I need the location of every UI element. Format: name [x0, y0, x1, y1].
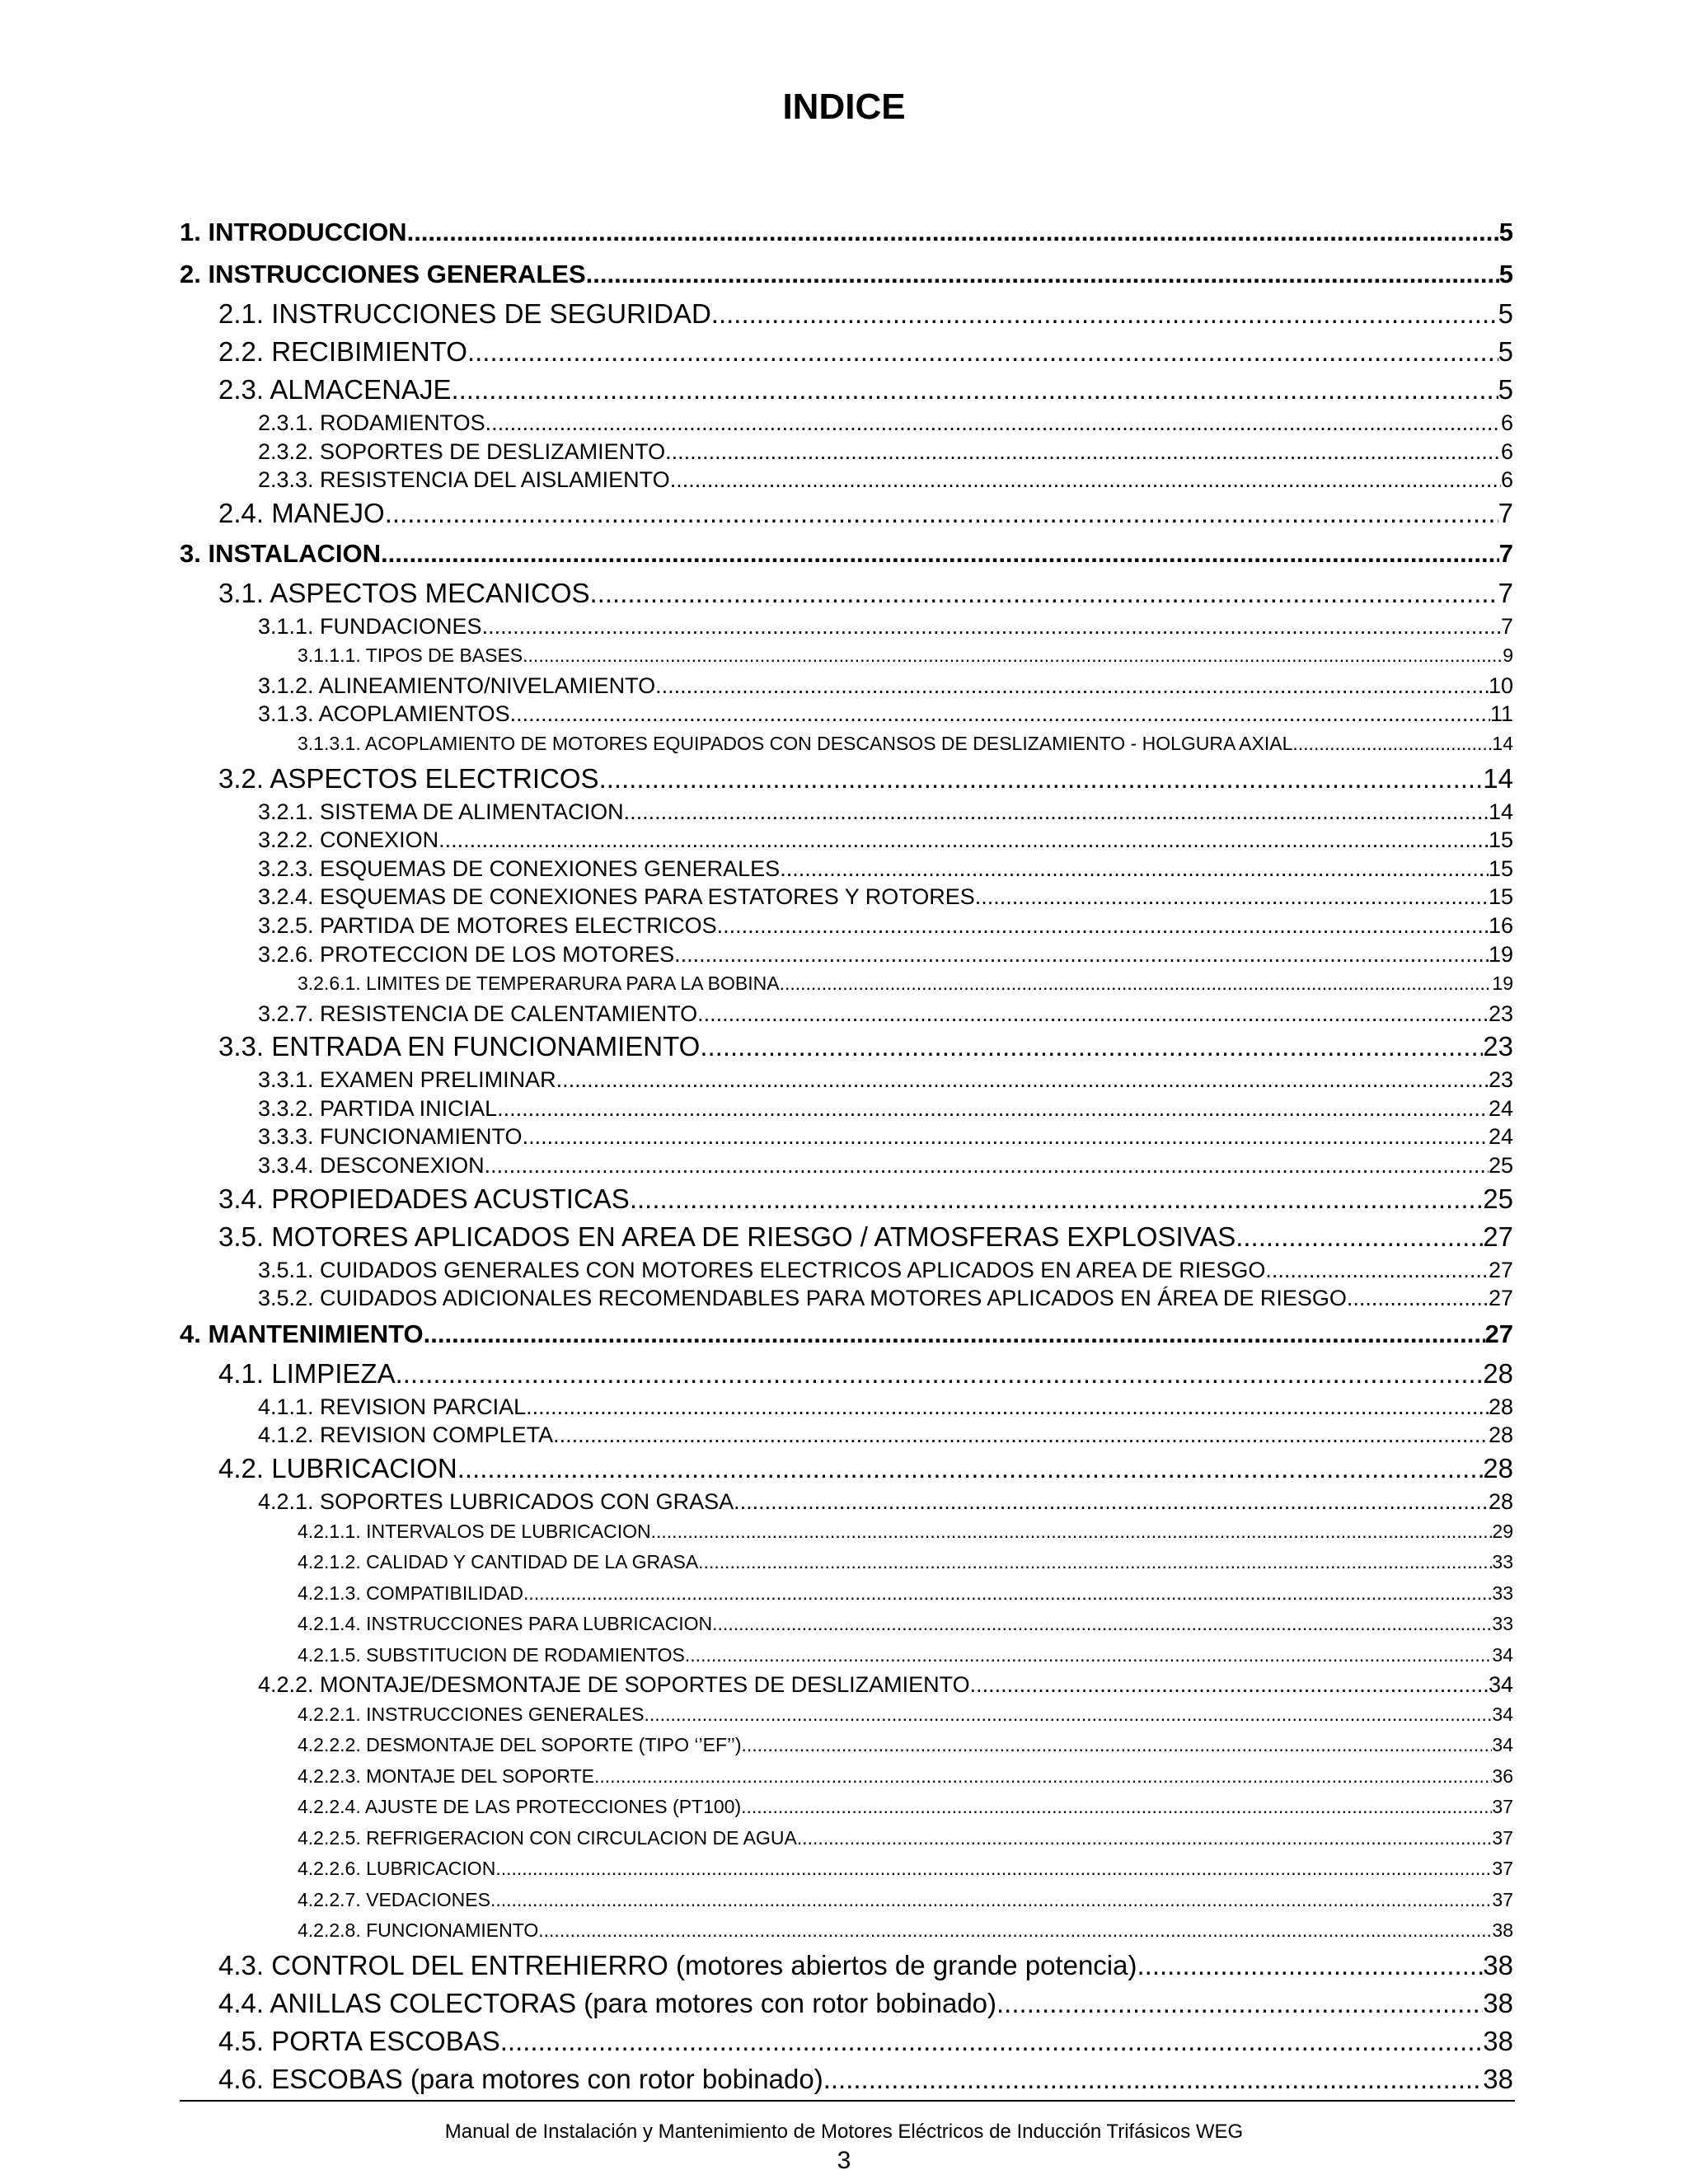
toc-entry[interactable] [180, 1094, 1513, 1123]
toc-entry-label: 3.2.2. CONEXION [258, 827, 439, 853]
toc-entry-page: 19 [1488, 941, 1513, 967]
toc-entry[interactable] [180, 466, 1513, 494]
toc-dot-leader [697, 1000, 1489, 1029]
toc-entry-page: 38 [1483, 1987, 1513, 2018]
toc-dot-leader [407, 211, 1499, 253]
toc-entry[interactable] [180, 826, 1513, 855]
toc-dot-leader [467, 333, 1498, 371]
toc-entry-page: 15 [1488, 827, 1513, 853]
toc-entry-label: 4.2.2.5. REFRIGERACION CON CIRCULACION DE AGUA [298, 1826, 797, 1849]
toc-entry-page: 5 [1498, 374, 1513, 405]
toc-entry-page: 23 [1488, 1067, 1513, 1093]
toc-entry-page: 33 [1492, 1551, 1513, 1573]
toc-entry-page: 14 [1483, 762, 1513, 794]
toc-entry-page: 34 [1488, 1672, 1513, 1698]
toc-dot-leader [700, 1028, 1483, 1066]
toc-entry[interactable] [180, 1885, 1513, 1916]
toc-dot-leader [424, 1313, 1485, 1355]
toc-entry-page: 5 [1498, 218, 1513, 246]
toc-dot-leader [490, 1885, 1492, 1916]
toc-dot-leader [495, 1854, 1492, 1885]
toc-entry[interactable] [180, 253, 1513, 295]
toc-dot-leader [797, 1823, 1493, 1854]
toc-entry-label: 2.1. INSTRUCCIONES DE SEGURIDAD [218, 298, 711, 329]
toc-dot-leader [665, 438, 1501, 466]
toc-entry-label: 3.2.6.1. LIMITES DE TEMPERARURA PARA LA BOBINA [298, 972, 780, 995]
toc-entry-page: 6 [1500, 467, 1513, 493]
toc-dot-leader [698, 1547, 1492, 1578]
toc-entry-page: 28 [1488, 1394, 1513, 1419]
toc-entry[interactable] [180, 1421, 1513, 1450]
toc-dot-leader [396, 1355, 1484, 1393]
toc-dot-leader [485, 409, 1501, 438]
toc-entry-label: 2.4. MANEJO [218, 497, 385, 528]
toc-dot-leader [1292, 729, 1492, 760]
toc-entry-label: 4.2.2.3. MONTAJE DEL SOPORTE [298, 1765, 595, 1787]
toc-entry-page: 24 [1488, 1124, 1513, 1150]
toc-dot-leader [500, 2022, 1484, 2060]
toc-entry[interactable] [180, 333, 1513, 371]
toc-entry-label: 4.2.1.2. CALIDAD Y CANTIDAD DE LA GRASA [298, 1551, 699, 1573]
toc-entry-page: 14 [1488, 799, 1513, 824]
toc-entry-label: 3.1.3.1. ACOPLAMIENTO DE MOTORES EQUIPADOS CON DESCANSOS DE DESLIZAMIENTO - HOLGURA AXIAL [298, 733, 1293, 755]
toc-entry[interactable] [180, 1699, 1513, 1731]
toc-dot-leader [970, 1671, 1489, 1699]
toc-entry[interactable] [180, 1792, 1513, 1823]
toc-entry[interactable] [180, 1028, 1513, 1066]
toc-entry-label: 4.2.2. MONTAJE/DESMONTAJE DE SOPORTES DE DESLIZAMIENTO [258, 1672, 970, 1698]
toc-dot-leader [780, 968, 1493, 1000]
toc-entry-page: 38 [1483, 2025, 1513, 2056]
toc-entry[interactable] [180, 1218, 1513, 1256]
toc-entry[interactable] [180, 438, 1513, 466]
toc-entry-page: 6 [1500, 438, 1513, 464]
toc-entry[interactable] [180, 1671, 1513, 1699]
toc-entry-label: 4.2.2.6. LUBRICACION [298, 1858, 496, 1880]
toc-entry-label: 4.2.2.7. VEDACIONES [298, 1888, 490, 1910]
toc-dot-leader [651, 1516, 1493, 1548]
toc-dot-leader [975, 883, 1489, 912]
toc-entry-page: 27 [1483, 1221, 1513, 1252]
toc-entry-label: 4.1.2. REVISION COMPLETA [258, 1422, 554, 1448]
toc-entry-page: 36 [1492, 1765, 1513, 1787]
toc-entry-label: 4.1. LIMPIEZA [218, 1357, 396, 1389]
toc-dot-leader [556, 1066, 1489, 1094]
toc-entry-label: 4.4. ANILLAS COLECTORAS (para motores con rotor bobinado) [218, 1987, 997, 2018]
toc-entry-label: 4.2.1.4. INSTRUCCIONES PARA LUBRICACION [298, 1613, 713, 1635]
toc-entry-page: 11 [1489, 701, 1513, 727]
toc-entry-label: 4.2.2.2. DESMONTAJE DEL SOPORTE (TIPO ‘’EF’’) [298, 1734, 742, 1756]
toc-entry[interactable] [180, 2022, 1513, 2060]
toc-entry-label: 4.1.1. REVISION PARCIAL [258, 1394, 527, 1419]
toc-entry[interactable] [180, 1313, 1513, 1355]
toc-entry-label: 4.3. CONTROL DEL ENTREHIERRO (motores abiertos de grande potencia) [218, 1949, 1137, 1980]
toc-dot-leader [996, 1985, 1483, 2022]
toc-entry-label: 4.5. PORTA ESCOBAS [218, 2025, 500, 2056]
toc-entry[interactable] [180, 883, 1513, 912]
toc-entry-page: 23 [1483, 1031, 1513, 1062]
page-title: INDICE [782, 87, 906, 127]
toc-entry-label: 4.6. ESCOBAS (para motores con rotor bobinado) [218, 2063, 823, 2094]
toc-entry[interactable] [180, 1823, 1513, 1854]
toc-dot-leader [510, 700, 1490, 729]
toc-entry[interactable] [180, 1393, 1513, 1422]
toc-entry[interactable] [180, 371, 1513, 409]
toc-dot-leader [594, 1761, 1492, 1793]
toc-dot-leader [1236, 1218, 1483, 1256]
toc-entry[interactable] [180, 211, 1513, 253]
toc-entry-page: 33 [1492, 1613, 1513, 1635]
toc-entry[interactable] [180, 494, 1513, 532]
toc-entry[interactable] [180, 574, 1513, 612]
toc-entry-page: 7 [1498, 497, 1513, 528]
toc-dot-leader [497, 1094, 1489, 1123]
toc-entry-page: 5 [1498, 260, 1513, 288]
toc-entry[interactable] [180, 409, 1513, 438]
toc-entry-label: 3.1.2. ALINEAMIENTO/NIVELAMIENTO [258, 673, 656, 698]
toc-entry[interactable] [180, 855, 1513, 883]
toc-entry[interactable] [180, 729, 1513, 760]
toc-entry-page: 25 [1483, 1183, 1513, 1214]
toc-entry[interactable] [180, 1854, 1513, 1885]
toc-dot-leader [1137, 1947, 1483, 1985]
toc-entry-page: 34 [1492, 1734, 1513, 1756]
toc-entry-label: 3.3.3. FUNCIONAMIENTO [258, 1124, 523, 1150]
toc-dot-leader [1347, 1284, 1489, 1313]
toc-dot-leader [670, 466, 1501, 494]
toc-entry-page: 37 [1492, 1796, 1513, 1818]
toc-entry[interactable] [180, 1284, 1513, 1313]
footer-divider [180, 2100, 1515, 2102]
toc-dot-leader [712, 1609, 1492, 1640]
toc-dot-leader [741, 1792, 1492, 1823]
toc-dot-leader [523, 640, 1503, 672]
toc-entry-page: 33 [1492, 1582, 1513, 1604]
toc-entry-label: 3.1.3. ACOPLAMIENTOS [258, 701, 510, 727]
toc-entry-page: 28 [1483, 1452, 1513, 1483]
toc-dot-leader [381, 532, 1499, 574]
toc-dot-leader [523, 1122, 1489, 1151]
toc-entry-label: 3.3.1. EXAMEN PRELIMINAR [258, 1067, 556, 1093]
toc-entry-label: 3.2.4. ESQUEMAS DE CONEXIONES PARA ESTATORES Y ROTORES [258, 884, 975, 910]
toc-entry-page: 37 [1492, 1858, 1513, 1880]
toc-entry-page: 34 [1492, 1643, 1513, 1666]
toc-entry-label: 3.2.7. RESISTENCIA DE CALENTAMIENTO [258, 1001, 698, 1026]
toc-entry-page: 24 [1488, 1095, 1513, 1121]
toc-entry-label: 1. INTRODUCCION [180, 218, 407, 246]
toc-entry-page: 27 [1484, 1319, 1513, 1348]
toc-entry-page: 27 [1488, 1286, 1513, 1311]
toc-dot-leader [482, 612, 1501, 641]
toc-entry[interactable] [180, 612, 1513, 641]
toc-dot-leader [734, 1488, 1489, 1516]
toc-entry-label: 3.3.4. DESCONEXION [258, 1153, 485, 1178]
toc-dot-leader [1265, 1256, 1489, 1285]
toc-entry[interactable] [180, 1985, 1513, 2022]
toc-entry[interactable] [180, 1609, 1513, 1640]
toc-entry[interactable] [180, 1730, 1513, 1761]
toc-entry[interactable] [180, 1488, 1513, 1516]
toc-entry-page: 16 [1488, 912, 1513, 938]
toc-entry-label: 3.2.1. SISTEMA DE ALIMENTACION [258, 799, 624, 824]
toc-dot-leader [457, 1450, 1484, 1488]
toc-entry-page: 15 [1488, 884, 1513, 910]
toc-dot-leader [451, 371, 1498, 409]
toc-dot-leader [685, 1640, 1493, 1671]
toc-entry-page: 14 [1492, 733, 1513, 755]
toc-entry-page: 34 [1492, 1703, 1513, 1725]
toc-entry-label: 4. MANTENIMIENTO [180, 1319, 424, 1348]
toc-dot-leader [780, 855, 1489, 883]
toc-entry[interactable] [180, 1450, 1513, 1488]
toc-entry-label: 2.2. RECIBIMIENTO [218, 336, 467, 367]
toc-entry-page: 38 [1492, 1919, 1513, 1942]
toc-entry-page: 15 [1488, 855, 1513, 881]
toc-entry[interactable] [180, 1355, 1513, 1393]
toc-entry-label: 3.5.1. CUIDADOS GENERALES CON MOTORES ELECTRICOS APLICADOS EN AREA DE RIESGO [258, 1257, 1266, 1282]
toc-entry-page: 7 [1500, 613, 1513, 639]
toc-entry[interactable] [180, 295, 1513, 333]
toc-entry-page: 9 [1503, 644, 1513, 667]
toc-entry[interactable] [180, 940, 1513, 969]
toc-dot-leader [823, 2060, 1484, 2098]
toc-entry-label: 2.3.1. RODAMIENTOS [258, 410, 485, 435]
toc-entry-label: 2.3.2. SOPORTES DE DESLIZAMIENTO [258, 438, 666, 464]
toc-entry-label: 3.3. ENTRADA EN FUNCIONAMIENTO [218, 1031, 701, 1062]
toc-entry-label: 4.2.1.3. COMPATIBILIDAD [298, 1582, 523, 1604]
toc-entry-page: 5 [1498, 298, 1513, 329]
toc-dot-leader [553, 1421, 1489, 1450]
toc-entry-page: 28 [1488, 1422, 1513, 1448]
toc-entry[interactable] [180, 1761, 1513, 1793]
toc-entry[interactable] [180, 760, 1513, 798]
toc-entry-label: 3.3.2. PARTIDA INICIAL [258, 1095, 498, 1121]
toc-entry-page: 7 [1498, 577, 1513, 608]
toc-entry-label: 4.2.1. SOPORTES LUBRICADOS CON GRASA [258, 1488, 734, 1514]
table-of-contents [180, 211, 1513, 2098]
toc-entry-label: 3.5.2. CUIDADOS ADICIONALES RECOMENDABLES PARA MOTORES APLICADOS EN ÁREA DE RIESGO [258, 1286, 1347, 1311]
toc-entry[interactable] [180, 1000, 1513, 1029]
toc-dot-leader [742, 1730, 1493, 1761]
toc-dot-leader [438, 826, 1489, 855]
toc-entry[interactable] [180, 968, 1513, 1000]
toc-dot-leader [624, 798, 1489, 827]
toc-entry-label: 2. INSTRUCCIONES GENERALES [180, 260, 586, 288]
footer-text: Manual de Instalación y Mantenimiento de Motores Eléctricos de Inducción Trifásicos WEG [444, 2121, 1244, 2143]
toc-entry-page: 10 [1488, 673, 1513, 698]
toc-entry[interactable] [180, 1256, 1513, 1285]
page-number: 3 [837, 2147, 851, 2174]
toc-entry[interactable] [180, 912, 1513, 940]
toc-entry[interactable] [180, 1547, 1513, 1578]
toc-entry[interactable] [180, 1516, 1513, 1548]
toc-entry-page: 23 [1488, 1001, 1513, 1026]
toc-entry-label: 4.2.1.1. INTERVALOS DE LUBRICACION [298, 1520, 651, 1542]
toc-entry-label: 4.2.1.5. SUBSTITUCION DE RODAMIENTOS [298, 1643, 685, 1666]
toc-entry-page: 37 [1492, 1826, 1513, 1849]
toc-dot-leader [523, 1578, 1492, 1610]
toc-entry-label: 4.2.2.4. AJUSTE DE LAS PROTECCIONES (PT100) [298, 1796, 742, 1818]
toc-entry-page: 19 [1492, 972, 1513, 995]
toc-dot-leader [385, 494, 1498, 532]
toc-entry[interactable] [180, 672, 1513, 701]
toc-entry-label: 3.2.3. ESQUEMAS DE CONEXIONES GENERALES [258, 855, 781, 881]
toc-dot-leader [655, 672, 1489, 701]
toc-entry-label: 3.1.1. FUNDACIONES [258, 613, 482, 639]
toc-dot-leader [674, 940, 1489, 969]
toc-entry-label: 3.2.5. PARTIDA DE MOTORES ELECTRICOS [258, 912, 717, 938]
toc-dot-leader [630, 1180, 1483, 1218]
toc-entry-label: 3.1.1.1. TIPOS DE BASES [298, 644, 523, 667]
toc-entry-label: 2.3. ALMACENAJE [218, 374, 452, 405]
toc-entry-page: 7 [1498, 538, 1513, 568]
toc-entry-page: 5 [1498, 336, 1513, 367]
toc-entry[interactable] [180, 1122, 1513, 1151]
toc-entry[interactable] [180, 700, 1513, 729]
toc-entry-label: 4.2. LUBRICACION [218, 1452, 457, 1483]
toc-dot-leader [485, 1151, 1489, 1180]
toc-entry-page: 27 [1488, 1257, 1513, 1282]
toc-entry[interactable] [180, 1640, 1513, 1671]
toc-dot-leader [599, 760, 1484, 798]
toc-entry-label: 3.4. PROPIEDADES ACUSTICAS [218, 1183, 630, 1214]
toc-entry-label: 3.5. MOTORES APLICADOS EN AREA DE RIESGO / ATMOSFERAS EXPLOSIVAS [218, 1221, 1236, 1252]
toc-entry[interactable] [180, 1947, 1513, 1985]
toc-entry-page: 29 [1492, 1520, 1513, 1542]
toc-entry[interactable] [180, 1578, 1513, 1610]
toc-entry[interactable] [180, 1915, 1513, 1947]
toc-entry[interactable] [180, 1151, 1513, 1180]
toc-entry-label: 3.2. ASPECTOS ELECTRICOS [218, 762, 599, 794]
toc-dot-leader [526, 1393, 1489, 1422]
toc-dot-leader [590, 574, 1498, 612]
toc-entry[interactable] [180, 1180, 1513, 1218]
toc-entry-page: 25 [1488, 1153, 1513, 1178]
toc-entry-label: 4.2.2.8. FUNCIONAMIENTO [298, 1919, 539, 1942]
toc-entry-page: 38 [1483, 2063, 1513, 2094]
toc-dot-leader [586, 253, 1499, 295]
toc-entry[interactable] [180, 2060, 1513, 2098]
toc-entry-label: 3.2.6. PROTECCION DE LOS MOTORES [258, 941, 675, 967]
toc-entry[interactable] [180, 1066, 1513, 1094]
toc-entry[interactable] [180, 640, 1513, 672]
toc-entry-label: 3. INSTALACION [180, 538, 381, 568]
toc-entry-page: 37 [1492, 1888, 1513, 1910]
toc-entry[interactable] [180, 532, 1513, 574]
toc-entry-page: 6 [1500, 410, 1513, 435]
toc-entry-label: 4.2.2.1. INSTRUCCIONES GENERALES [298, 1703, 645, 1725]
toc-entry-label: 3.1. ASPECTOS MECANICOS [218, 577, 590, 608]
toc-dot-leader [711, 295, 1498, 333]
toc-dot-leader [645, 1699, 1493, 1731]
toc-entry-page: 38 [1483, 1949, 1513, 1980]
toc-entry[interactable] [180, 798, 1513, 827]
toc-dot-leader [538, 1915, 1492, 1947]
toc-dot-leader [717, 912, 1489, 940]
toc-entry-label: 2.3.3. RESISTENCIA DEL AISLAMIENTO [258, 467, 670, 493]
toc-entry-page: 28 [1488, 1488, 1513, 1514]
toc-entry-page: 28 [1483, 1357, 1513, 1389]
